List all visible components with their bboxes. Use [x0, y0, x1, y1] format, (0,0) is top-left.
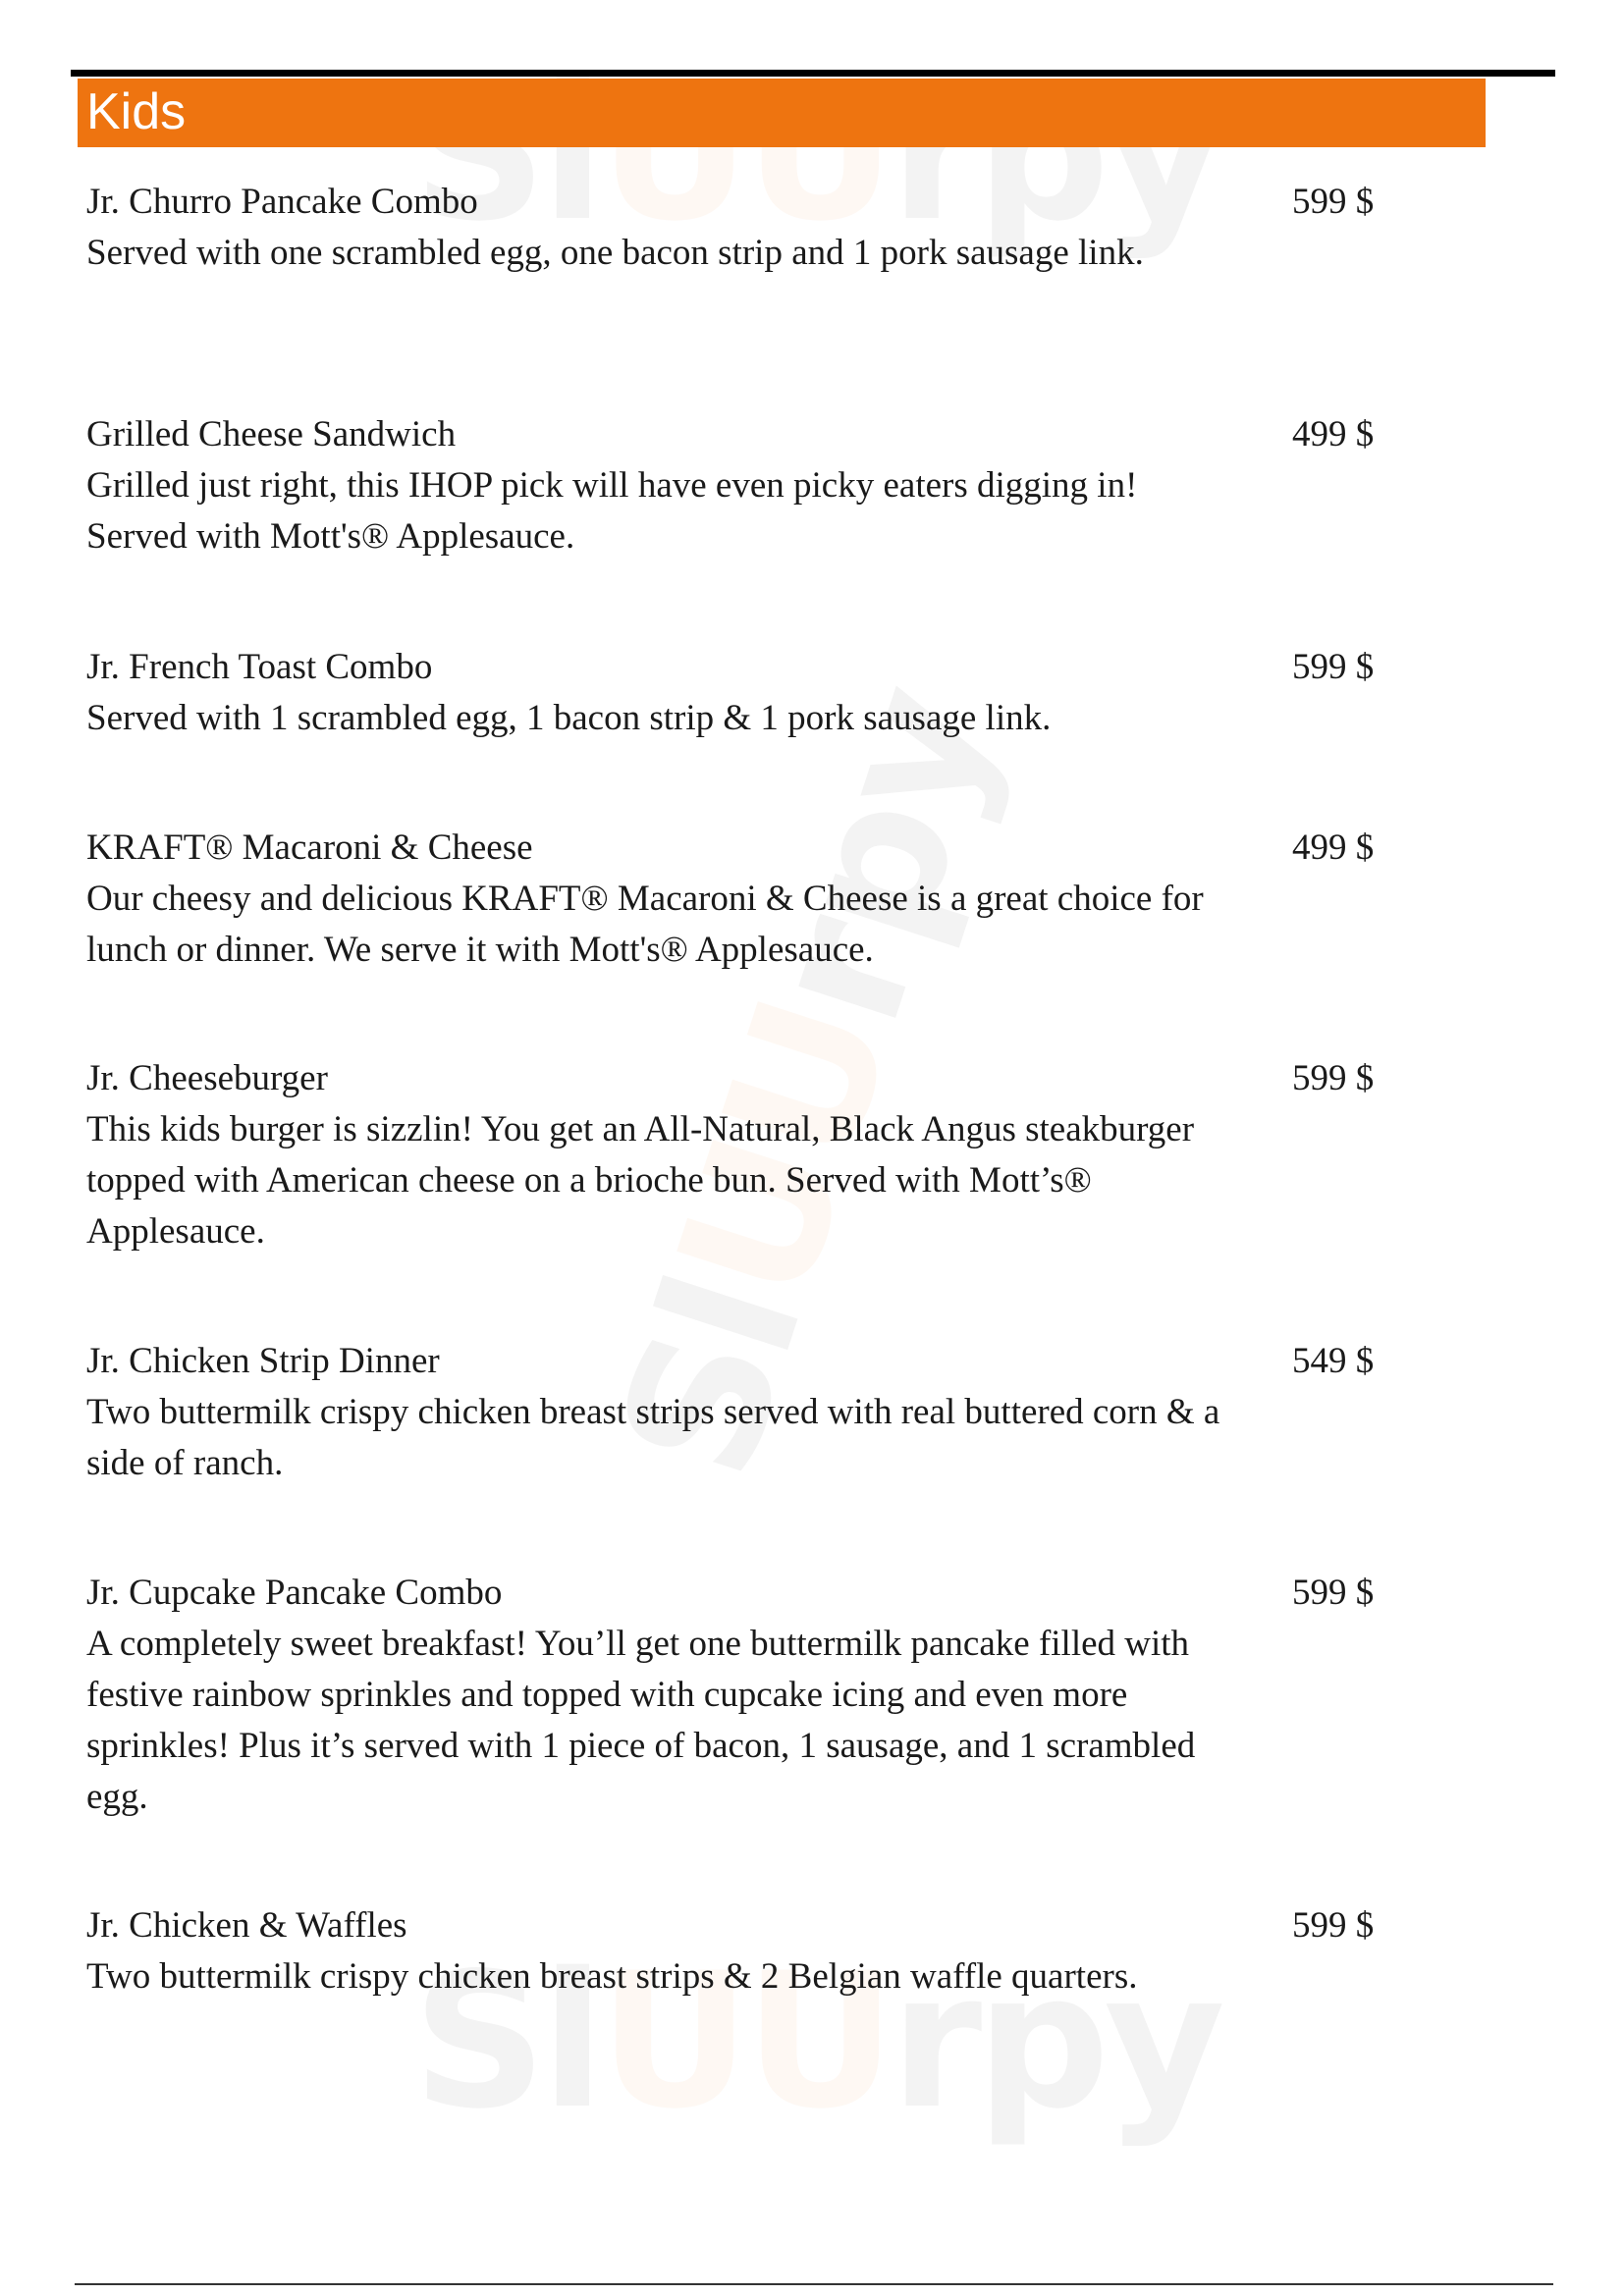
item-description: Two buttermilk crispy chicken breast strips & 2 Belgian waffle quarters. [86, 1956, 1138, 1997]
item-price: 599 $ [1292, 647, 1375, 687]
item-price: 599 $ [1292, 1058, 1375, 1098]
bottom-rule [75, 2283, 1553, 2285]
item-name: Jr. Chicken Strip Dinner [86, 1341, 440, 1381]
item-name: Jr. Churro Pancake Combo [86, 182, 478, 222]
item-description: Served with one scrambled egg, one bacon strip and 1 pork sausage link. [86, 233, 1144, 273]
menu-item [86, 1900, 1392, 2002]
menu-item [86, 409, 1392, 562]
item-price: 499 $ [1292, 828, 1375, 868]
item-price: 549 $ [1292, 1341, 1375, 1381]
menu-item [86, 1568, 1392, 1823]
item-price: 599 $ [1292, 1905, 1375, 1946]
item-name: Jr. French Toast Combo [86, 647, 433, 687]
item-description: This kids burger is sizzlin! You get an All-Natural, Black Angus steakburger topped with American cheese on a brioche bun. Served with Mott’s® Applesauce. [86, 1109, 1195, 1252]
menu-item [86, 177, 1392, 279]
item-description: Served with 1 scrambled egg, 1 bacon strip & 1 pork sausage link. [86, 698, 1052, 738]
menu-item [86, 1053, 1392, 1257]
item-name: Jr. Cupcake Pancake Combo [86, 1573, 503, 1613]
item-price: 599 $ [1292, 182, 1375, 222]
menu-item [86, 823, 1392, 976]
menu-item [86, 1336, 1392, 1489]
section-header [78, 79, 1486, 147]
menu-item [86, 642, 1392, 744]
item-price: 499 $ [1292, 414, 1375, 454]
item-description: A completely sweet breakfast! You’ll get one buttermilk pancake filled with festive rainbow sprinkles and topped with cupcake icing and even more sprinkles! Plus it’s served with 1 piece of bacon, 1 sausage, and 1 scrambled egg. [86, 1624, 1196, 1817]
item-name: Jr. Chicken & Waffles [86, 1905, 407, 1946]
item-description: Grilled just right, this IHOP pick will have even picky eaters digging in! Served with Mott's® Applesauce. [86, 465, 1138, 557]
item-description: Two buttermilk crispy chicken breast strips served with real buttered corn & a side of ranch. [86, 1392, 1220, 1483]
item-name: Grilled Cheese Sandwich [86, 414, 457, 454]
section-title: Kids [86, 83, 187, 140]
item-price: 599 $ [1292, 1573, 1375, 1613]
item-name: Jr. Cheeseburger [86, 1058, 328, 1098]
item-description: Our cheesy and delicious KRAFT® Macaroni & Cheese is a great choice for lunch or dinner. We serve it with Mott's® Applesauce. [86, 879, 1204, 970]
item-name: KRAFT® Macaroni & Cheese [86, 828, 533, 868]
